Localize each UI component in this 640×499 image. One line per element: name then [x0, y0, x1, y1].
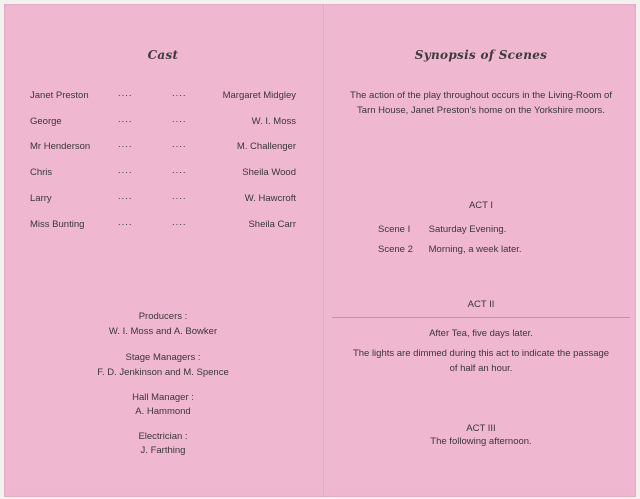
leader-dots: ....	[172, 191, 187, 202]
act-three-heading: ACT III	[466, 423, 496, 434]
producers-names: W. I. Moss and A. Bowker	[108, 326, 218, 337]
cast-panel	[4, 4, 322, 497]
leader-dots: ....	[118, 139, 133, 150]
programme-sheet	[4, 4, 636, 497]
act-two-heading: ACT II	[467, 299, 495, 310]
act-two-note: The lights are dimmed during this act to indicate the passage of half an hour.	[352, 348, 610, 374]
leader-dots: ....	[118, 114, 133, 125]
role-name: Larry	[30, 193, 52, 204]
act-two-time: After Tea, five days later.	[429, 328, 533, 339]
act-three-time: The following afternoon.	[430, 436, 532, 447]
scene-one-label: Scene I	[378, 224, 411, 235]
synopsis-panel	[326, 4, 636, 497]
role-name: Miss Bunting	[30, 219, 85, 230]
actor-name: W. Hawcroft	[244, 193, 296, 204]
hall-manager-label: Hall Manager :	[132, 392, 194, 403]
centre-fold	[323, 4, 325, 497]
cast-heading: Cast	[147, 48, 179, 62]
scene-two-label: Scene 2	[378, 244, 413, 255]
synopsis-heading: Synopsis of Scenes	[414, 48, 548, 62]
setting-description: The action of the play throughout occurs in the Living-Room of Tarn House, Janet Preston's home on the Yorkshire moors.	[350, 90, 612, 116]
actor-name: Sheila Carr	[248, 219, 296, 230]
act-one-heading: ACT I	[468, 200, 494, 211]
leader-dots: ....	[172, 217, 187, 228]
cast-row	[30, 141, 296, 157]
leader-dots: ....	[172, 88, 187, 99]
leader-dots: ....	[118, 217, 133, 228]
actor-name: Margaret Midgley	[222, 90, 296, 101]
scene-two-time: Morning, a week later.	[428, 244, 522, 255]
electrician-name: J. Farthing	[140, 445, 186, 456]
actor-name: W. I. Moss	[251, 116, 296, 127]
role-name: George	[30, 116, 62, 127]
cast-row	[30, 193, 296, 209]
cast-row	[30, 219, 296, 235]
role-name: Janet Preston	[30, 90, 89, 101]
cast-row	[30, 90, 296, 106]
stage-managers-names: F. D. Jenkinson and M. Spence	[97, 367, 229, 378]
actor-name: M. Challenger	[236, 141, 296, 152]
leader-dots: ....	[118, 191, 133, 202]
leader-dots: ....	[172, 139, 187, 150]
producers-label: Producers :	[138, 311, 188, 322]
leader-dots: ....	[118, 88, 133, 99]
electrician-label: Electrician :	[138, 431, 188, 442]
role-name: Mr Henderson	[30, 141, 91, 152]
scene-one	[378, 224, 506, 235]
scene-two	[378, 244, 522, 255]
cast-row	[30, 167, 296, 183]
actor-name: Sheila Wood	[242, 167, 296, 178]
scene-one-time: Saturday Evening.	[428, 224, 507, 235]
leader-dots: ....	[118, 165, 133, 176]
leader-dots: ....	[172, 114, 187, 125]
divider-line	[332, 317, 630, 318]
stage-managers-label: Stage Managers :	[125, 352, 201, 363]
cast-row	[30, 116, 296, 132]
leader-dots: ....	[172, 165, 187, 176]
hall-manager-name: A. Hammond	[135, 406, 191, 417]
role-name: Chris	[30, 167, 53, 178]
